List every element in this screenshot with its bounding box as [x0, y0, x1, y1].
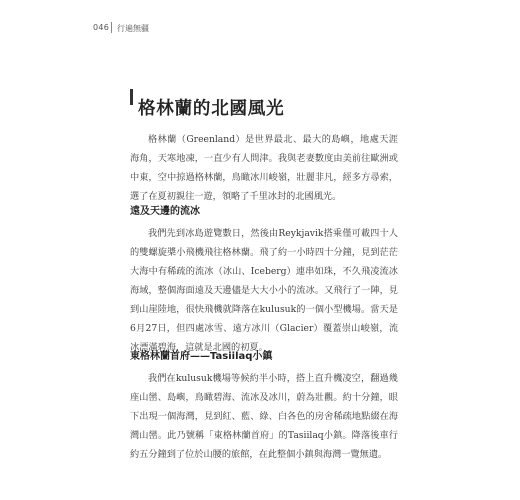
- running-header: [0, 20, 520, 38]
- section-heading-tasiilaq: 東格林蘭首府——Tasiilaq小鎮: [130, 351, 273, 362]
- page-number: 046: [93, 23, 110, 32]
- intro-paragraph: 格林蘭（Greenland）是世界最北、最大的島嶼，地處天涯海角，天寒地凍，一直少有人問津。我與老妻數度由美前往歐洲或中東，空中掠過格林蘭，鳥瞰冰川峻嶺，壯麗非凡，經多方尋索，選了在夏初親往一遊，領略了千里冰封的北國風光。: [130, 134, 398, 202]
- section-heading-drift-ice: 遠及天邊的流冰: [130, 206, 200, 217]
- title-accent-bar: [130, 89, 133, 105]
- drift-ice-paragraph: 我們先到冰島遊覽數日，然後由Reykjavik搭乘僅可載四十人的雙螺旋槳小飛機飛往格林蘭。飛了約一小時四十分鐘，見到茫茫大海中有稀疏的流冰（冰山、Iceberg）連串如珠，不久飛凌流冰海域，整個海面遠及天邊儘是大大小小的流冰。又飛行了一陣，見到山崖陸地，很快飛機就降落在kulusuk的一個小型機場。當天是6月27日，但四處冰雪、遠方冰川（Glacier）覆蓋崇山峻嶺，流冰漂滿碧海，這就是北國的初夏。: [130, 228, 398, 353]
- chapter-title: 格林蘭的北國風光: [138, 98, 285, 119]
- tasiilaq-paragraph: 我們在kulusuk機場等候約半小時，搭上直升機凌空，翻過幾座山巒、島嶼，鳥瞰碧海、流冰及冰川，蔚為壯觀。約十分鐘，眼下出現一個海灣，見到紅、藍、綠、白各色的房舍稀疏地點綴在海灣山巒。此乃號稱「東格林蘭首府」的Tasiilaq小鎮。降落後車行約五分鐘到了位於山腰的旅館，在此整個小鎮與海灣一覽無遺。: [130, 373, 398, 460]
- header-divider: [111, 22, 112, 33]
- running-title: 行遍無疆: [117, 24, 149, 33]
